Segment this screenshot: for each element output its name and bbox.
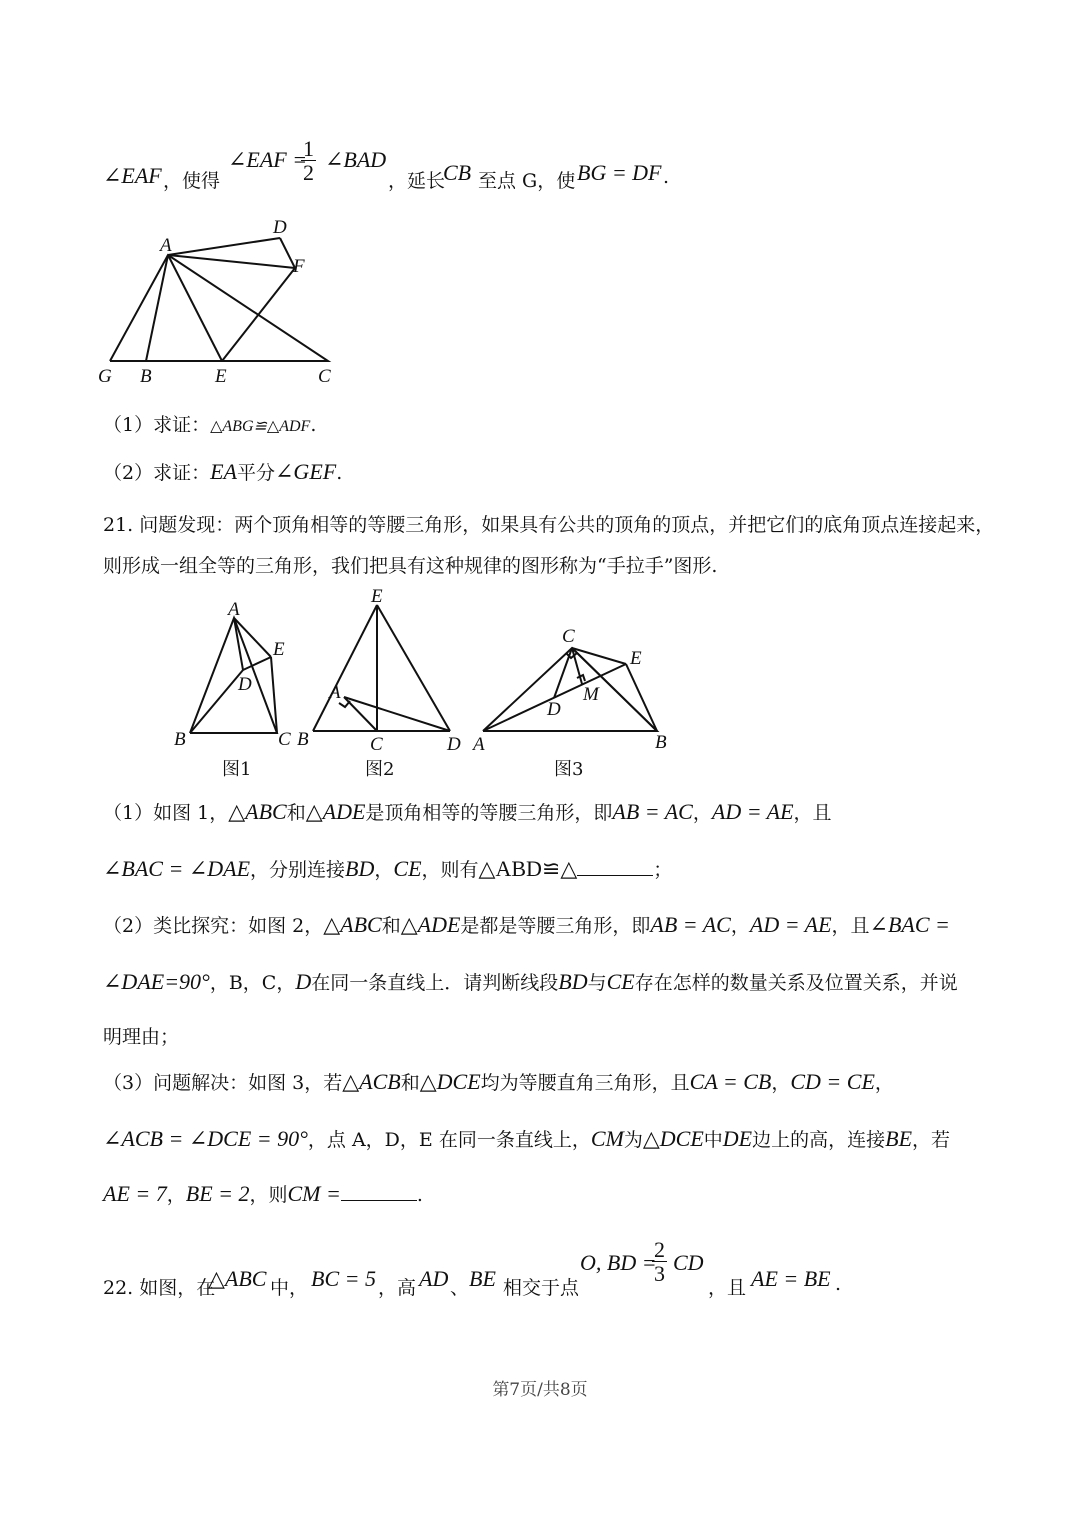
part-label: （2）类比探究：如图 2， [103,915,324,937]
text: ，延长 [388,170,446,192]
angle-eaf: ∠EAF [103,163,162,188]
triangle-acb: △ACB [342,1069,401,1094]
q21-p1-line2 [103,855,672,887]
part-label: （2）求证： [103,462,211,484]
segment-bd: BD [345,856,375,881]
eq-ae-be: AE = BE [751,1266,831,1291]
text: ， [771,1072,791,1094]
triangle-dce: △DCE [419,1069,481,1094]
fraction-two-thirds [652,1238,667,1285]
label-d: D [238,674,252,695]
eq-ab-ac: AB = AC [650,912,731,937]
q21-intro-line1: 21. 问题发现：两个顶角相等的等腰三角形，如果具有公共的顶角的顶点，并把它们的底角顶点连接起来， [103,514,995,536]
text: ，B，C， [209,972,296,994]
q20-part1 [103,410,316,438]
text: 相交于点 [503,1277,580,1299]
q21-p3-line1 [103,1068,894,1100]
text: ； [653,859,673,881]
text: ， [166,1184,186,1206]
label-a: A [160,235,172,256]
q21-figure1 [168,595,303,785]
label-c: C [370,734,383,755]
label-d: D [447,734,461,755]
text: ， [730,915,750,937]
answer-blank[interactable] [577,855,653,876]
text: . [663,166,670,188]
q21-figure2 [295,583,475,783]
q21-p3-line3 [103,1180,423,1212]
label-c: C [562,626,575,647]
point-d: D [295,969,312,994]
label-m: M [583,684,599,705]
eq-cd-ce: CD = CE [790,1069,875,1094]
text: ，且 [708,1277,747,1299]
segment-bd: BD [558,969,588,994]
q21-p3-line2 [103,1125,950,1157]
segment-ad [168,238,280,255]
segment-be: BE [469,1266,496,1291]
segment-cb: CB [443,160,472,185]
label-c: C [278,729,291,750]
part-label: （1）求证： [103,414,211,436]
q21-intro-line2: 则形成一组全等的三角形，我们把具有这种规律的图形称为“手拉手”图形. [103,555,718,577]
eq-be-2: BE = 2 [185,1181,250,1206]
caption-fig2: 图2 [365,759,395,780]
eq-ad-ae: AD = AE [749,912,832,937]
q20-line1 [103,136,723,205]
eq-bac-dae: ∠BAC = ∠DAE [103,856,251,881]
frac-numerator: 2 [654,1237,665,1262]
equation-bg-df: BG = DF [577,160,662,185]
angle-gef: ∠GEF [275,459,337,484]
answer-blank[interactable] [341,1180,417,1201]
eq-ae-7: AE = 7 [103,1181,167,1206]
label-e: E [630,648,642,669]
segment-af [168,255,295,268]
part-label: （3）问题解决：如图 3，若 [103,1072,343,1094]
text: 和 [286,802,306,824]
text: ，分别连接 [250,859,346,881]
segment-cm: CM [590,1126,624,1151]
text: 和 [381,915,401,937]
right-angle-mark [339,701,350,707]
text: 均为等腰直角三角形，且 [480,1072,690,1094]
segment-ed [243,657,271,670]
angle-bac-eq: ∠BAC = [869,912,950,937]
label-b: B [297,729,309,750]
condition-left: ∠EAF = [228,147,308,172]
text: ，则有 [421,859,479,881]
segment-ab [146,255,168,361]
q21-p2-line1 [103,911,950,943]
text: 在同一条直线上．请判断线段 [311,972,559,994]
page-footer: 第7页/共8页 [492,1380,588,1400]
text: 中， [270,1277,309,1299]
label-b: B [140,366,152,387]
q22-lead: 22. 如图，在 [103,1277,216,1299]
label-e: E [215,366,227,387]
segment-ae [168,255,222,361]
label-c: C [318,366,331,387]
cm-equals: CM = [287,1181,341,1206]
q22-line1 [103,1237,863,1300]
segment-eb-side [313,605,377,731]
label-g: G [98,366,112,387]
q21-figure3 [465,620,690,785]
text: ， [874,1072,894,1094]
part-label: （1）如图 1， [103,802,229,824]
label-d: D [547,699,561,720]
triangle-ade: △ADE [305,799,366,824]
text: 与 [587,972,607,994]
eq-ad-ae: AD = AE [711,799,794,824]
segment-cd: CD [673,1250,704,1275]
text: . [336,462,343,484]
text: 边上的高，连接 [752,1129,886,1151]
text: . [835,1273,842,1295]
text: 为 [623,1129,643,1151]
text: ，点 A，D，E 在同一条直线上， [307,1129,591,1151]
segment-ce: CE [393,856,422,881]
text: . [310,414,317,436]
condition-right: ∠BAD [325,147,387,172]
fraction-one-half [301,137,316,184]
frac-numerator: 1 [303,136,314,161]
text: ，且 [831,915,870,937]
text: ，则 [249,1184,288,1206]
segment-be: BE [885,1126,913,1151]
text: 是都是等腰三角形，即 [460,915,651,937]
eq-ca-cb: CA = CB [689,1069,772,1094]
triangle-abc: △ABC [323,912,382,937]
q21-p2-line2 [103,968,958,1000]
congruence-abg-adf: △ABG≌△ADF [210,418,311,435]
label-a: A [228,599,240,620]
q21-p2-line3: 明理由； [103,1026,180,1048]
label-a: A [473,734,485,755]
text: ，且 [793,802,832,824]
text: ，若 [912,1129,951,1151]
o-bd-equals: O, BD = [580,1250,657,1275]
congruence-abd: △ABD≌△ [478,856,578,881]
text: 中 [703,1129,723,1151]
segment-eb [626,664,657,731]
text: 存在怎样的数量关系及位置关系，并说 [634,972,958,994]
label-b: B [174,729,186,750]
frac-denominator: 2 [303,160,314,186]
segment-bd [190,670,243,733]
label-e: E [273,639,285,660]
segment-de: DE [722,1126,753,1151]
triangle-abc: △ABC [208,1266,267,1291]
segment-ce: CE [606,969,635,994]
triangle-abc: △ABC [228,799,287,824]
label-b: B [655,732,667,753]
text: 和 [400,1072,420,1094]
segment-ef [222,268,295,361]
caption-fig3: 图3 [554,759,584,780]
triangle-dce: △DCE [642,1126,704,1151]
eq-ab-ac: AB = AC [612,799,693,824]
text: 至点 G，使 [478,170,576,192]
text: ，使得 [163,170,221,192]
text: ， [692,802,712,824]
triangle-abc [190,618,277,733]
text: 平分 [236,462,275,484]
eq-bc-5: BC = 5 [311,1266,376,1291]
triangle-ade: △ADE [400,912,461,937]
text: 、 [450,1277,470,1299]
frac-denominator: 3 [654,1261,665,1287]
segment-ea: EA [210,459,237,484]
text: . [416,1184,423,1206]
q21-p1-line1 [103,798,832,830]
angle-dae-90: ∠DAE=90° [103,969,210,994]
text: ，高 [378,1277,417,1299]
q20-part2 [103,458,342,488]
text: 是顶角相等的等腰三角形，即 [365,802,613,824]
q20-figure [90,210,350,390]
label-e: E [371,586,383,607]
text: ， [374,859,394,881]
label-a: A [329,682,341,703]
segment-ad: AD [419,1266,449,1291]
eq-acb-dce-90: ∠ACB = ∠DCE = 90° [103,1126,308,1151]
caption-fig1: 图1 [222,759,252,780]
label-f: F [293,256,305,277]
label-d: D [273,217,287,238]
